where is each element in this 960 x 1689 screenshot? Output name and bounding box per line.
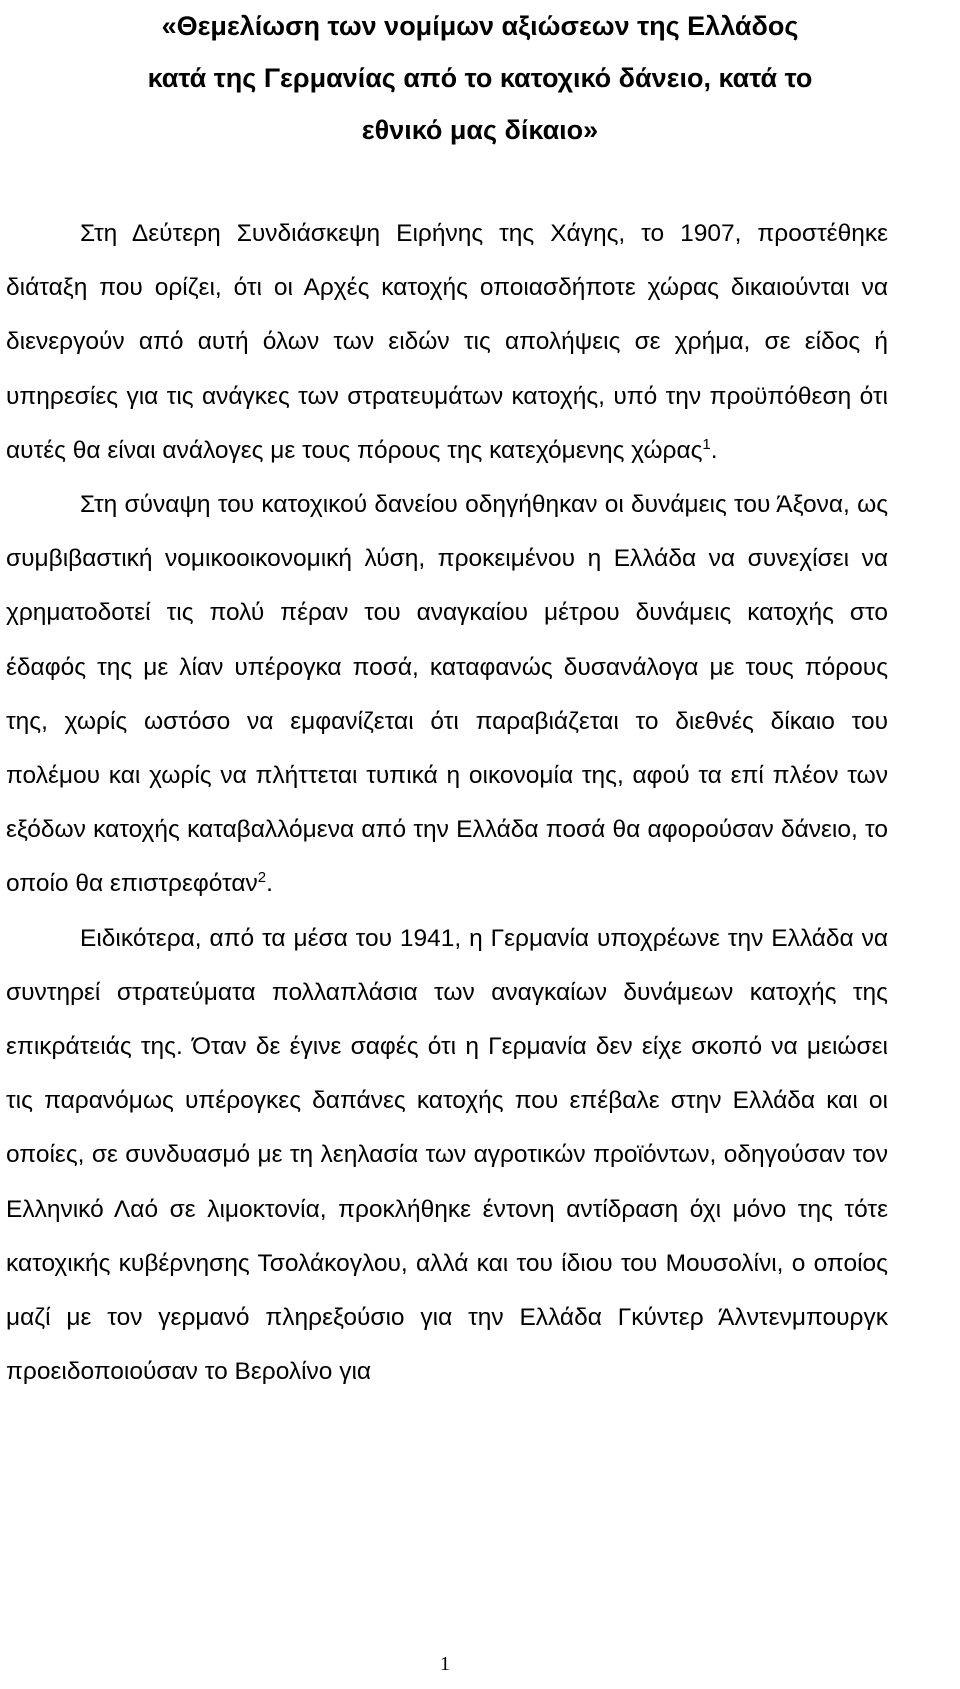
title-line-3: εθνικό μας δίκαιο»	[361, 115, 599, 145]
paragraph-2-end: .	[266, 870, 273, 898]
document-body	[6, 207, 888, 1399]
title-line-1: «Θεμελίωση των νομίμων αξιώσεων της Ελλάδος	[161, 11, 799, 41]
paragraph-3	[6, 912, 888, 1400]
paragraph-2	[6, 478, 888, 912]
paragraph-3-text: Ειδικότερα, από τα μέσα του 1941, η Γερμανία υποχρέωνε την Ελλάδα να συντηρεί στρατεύματα πολλαπλάσια των αναγκαίων δυνάμεων κατοχής της επικράτειάς της. Όταν δε έγινε σαφές ότι η Γερμανία δεν είχε σκοπό να μειώσει τις παρανόμως υπέρογκες δαπάνες κατοχής που επέβαλε στην Ελλάδα και οι οποίες, σε συνδυασμό με τη λεηλασία των αγροτικών προϊόντων, οδηγούσαν τον Ελληνικό Λαό σε λιμοκτονία, προκλήθηκε έντονη αντίδραση όχι μόνο της τότε κατοχικής κυβέρνησης Τσολάκογλου, αλλά και του ίδιου του Μουσολίνι, ο οποίος μαζί με τον γερμανό πληρεξούσιο για την Ελλάδα Γκύντερ Άλντενμπουργκ προειδοποιούσαν το Βερολίνο για	[6, 924, 888, 1386]
page-number: 1	[440, 1653, 450, 1675]
paragraph-1	[6, 207, 888, 478]
document-title	[0, 0, 960, 156]
paragraph-2-text: Στη σύναψη του κατοχικού δανείου οδηγήθηκαν οι δυνάμεις του Άξονα, ως συμβιβαστική νομικοοικονομική λύση, προκειμένου η Ελλάδα να συνεχίσει να χρηματοδοτεί τις πολύ πέραν του αναγκαίου μέτρου δυνάμεις κατοχής στο έδαφός της με λίαν υπέρογκα ποσά, καταφανώς δυσανάλογα με τους πόρους της, χωρίς ωστόσο να εμφανίζεται ότι παραβιάζεται το διεθνές δίκαιο του πολέμου και χωρίς να πλήττεται τυπικά η οικονομία της, αφού τα επί πλέον των εξόδων κατοχής καταβαλλόμενα από την Ελλάδα ποσά θα αφορούσαν δάνειο, το οποίο θα επιστρεφόταν	[6, 491, 888, 898]
footnote-marker-2: 2	[257, 869, 267, 887]
paragraph-1-text: Στη Δεύτερη Συνδιάσκεψη Ειρήνης της Χάγης, το 1907, προστέθηκε διάταξη που ορίζει, ότι οι Αρχές κατοχής οποιασδήποτε χώρας δικαιούνται να διενεργούν από αυτή όλων των ειδών τις απολήψεις σε χρήμα, σε είδος ή υπηρεσίες για τις ανάγκες των στρατευμάτων κατοχής, υπό την προϋπόθεση ότι αυτές θα είναι ανάλογες με τους πόρους της κατεχόμενης χώρας	[6, 220, 888, 464]
paragraph-1-end: .	[710, 436, 718, 464]
footnote-marker-1: 1	[702, 435, 711, 453]
title-line-2: κατά της Γερμανίας από το κατοχικό δάνειο, κατά το	[147, 63, 813, 93]
